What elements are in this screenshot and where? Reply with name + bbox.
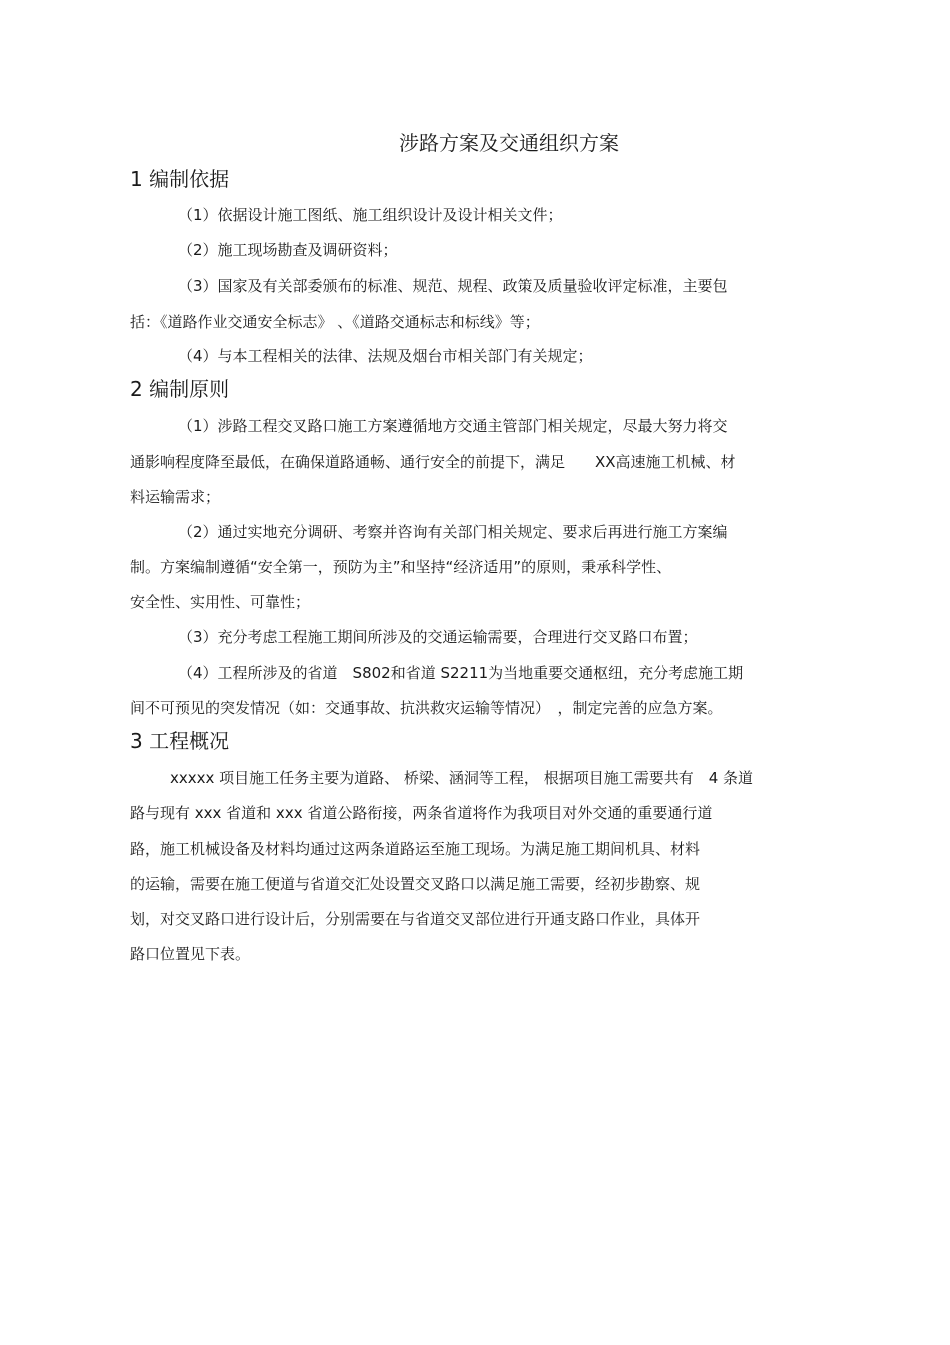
- section-3-heading: 3 工程概况: [130, 729, 230, 753]
- section-1-line-3: （3）国家及有关部委颁布的标准、规范、规程、政策及质量验收评定标准，主要包: [178, 277, 728, 295]
- section-3-line-2: 路与现有 xxx 省道和 xxx 省道公路衔接，两条省道将作为我项目对外交通的重要通行道: [130, 804, 713, 822]
- section-2-line-4: （2）通过实地充分调研、考察并咨询有关部门相关规定、要求后再进行施工方案编: [178, 523, 728, 541]
- section-1-line-5: （4）与本工程相关的法律、法规及烟台市相关部门有关规定；: [178, 347, 593, 365]
- section-3-line-5: 划，对交叉路口进行设计后，分别需要在与省道交叉部位进行开通支路口作业，具体开: [130, 910, 701, 928]
- document-title: 涉路方案及交通组织方案: [399, 131, 619, 155]
- section-2-heading: 2 编制原则: [130, 377, 230, 401]
- section-1-line-1: （1）依据设计施工图纸、施工组织设计及设计相关文件；: [178, 206, 563, 224]
- section-2-line-3: 料运输需求；: [130, 488, 221, 506]
- section-2-line-1: （1）涉路工程交叉路口施工方案遵循地方交通主管部门相关规定，尽最大努力将交: [178, 417, 728, 435]
- section-2-line-6: 安全性、实用性、可靠性；: [130, 593, 311, 611]
- section-2-line-9: 间不可预见的突发情况（如：交通事故、抗洪救灾运输等情况） ，制定完善的应急方案。: [130, 699, 723, 717]
- section-2-line-5: 制。方案编制遵循“安全第一，预防为主”和坚持“经济适用”的原则，秉承科学性、: [130, 558, 672, 576]
- section-2-line-2: 通影响程度降至最低，在确保道路通畅、通行安全的前提下，满足 XX高速施工机械、材: [130, 453, 736, 471]
- section-2-line-7: （3）充分考虑工程施工期间所涉及的交通运输需要，合理进行交叉路口布置；: [178, 628, 698, 646]
- section-3-line-1: xxxxx 项目施工任务主要为道路、 桥梁、涵洞等工程， 根据项目施工需要共有 4 条道: [170, 769, 754, 787]
- section-1-line-4: 括：《道路作业交通安全标志》 、《道路交通标志和标线》等；: [130, 313, 540, 331]
- section-3-line-6: 路口位置见下表。: [130, 945, 251, 963]
- section-1-line-2: （2）施工现场勘查及调研资料；: [178, 241, 398, 259]
- section-2-line-8: （4）工程所涉及的省道 S802和省道 S2211为当地重要交通枢纽，充分考虑施工期: [178, 664, 744, 682]
- section-3-line-4: 的运输，需要在施工便道与省道交汇处设置交叉路口以满足施工需要，经初步勘察、规: [130, 875, 701, 893]
- section-1-heading: 1 编制依据: [130, 167, 230, 191]
- section-3-line-3: 路，施工机械设备及材料均通过这两条道路运至施工现场。为满足施工期间机具、材料: [130, 840, 701, 858]
